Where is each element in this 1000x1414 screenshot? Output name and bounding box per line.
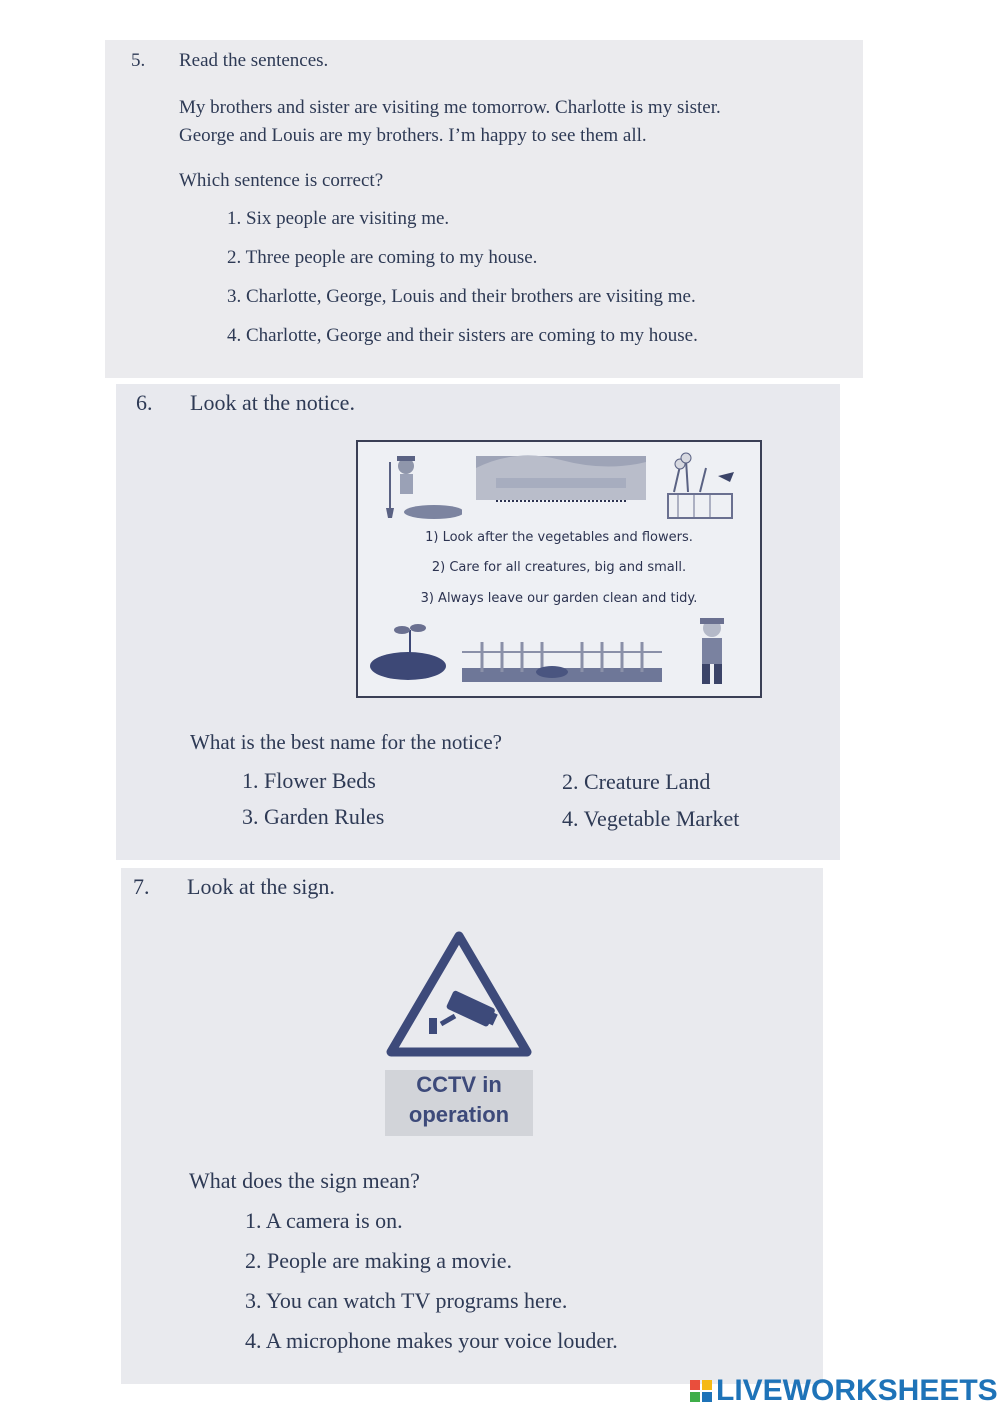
garden-fence-illustration <box>462 632 662 684</box>
passage-line: My brothers and sister are visiting me tomorrow. Charlotte is my sister. <box>179 97 721 118</box>
answer-option-2[interactable]: 2. Three people are coming to my house. <box>227 247 538 268</box>
sign-caption <box>385 1070 533 1136</box>
flowers-bird-illustration <box>654 446 744 522</box>
question-number: 5. <box>131 50 146 71</box>
camera-warning-icon <box>385 928 533 1058</box>
answer-option-3[interactable]: 3. You can watch TV programs here. <box>245 1288 568 1313</box>
question-text: Which sentence is correct? <box>179 170 384 191</box>
answer-option-4[interactable]: 4. Charlotte, George and their sisters are coming to my house. <box>227 325 698 346</box>
watermark-text: LIVEWORKSHEETS <box>716 1374 998 1407</box>
answer-option-1[interactable]: 1. Flower Beds <box>242 768 376 793</box>
question-text: What is the best name for the notice? <box>190 730 502 754</box>
cctv-sign <box>385 928 533 1138</box>
answer-option-1[interactable]: 1. A camera is on. <box>245 1208 403 1233</box>
question-instruction: Look at the notice. <box>190 390 355 415</box>
gardener-illustration <box>382 452 462 524</box>
question-6-panel <box>116 384 840 860</box>
notice-rule-2: 2) Care for all creatures, big and small. <box>431 560 687 575</box>
question-number: 7. <box>133 874 150 899</box>
question-instruction: Read the sentences. <box>179 50 329 71</box>
question-text: What does the sign mean? <box>189 1168 420 1193</box>
answer-option-1[interactable]: 1. Six people are visiting me. <box>227 208 450 229</box>
notice-rule-1: 1) Look after the vegetables and flowers. <box>425 530 693 545</box>
answer-option-2[interactable]: 2. People are making a movie. <box>245 1248 512 1273</box>
answer-option-3[interactable]: 3. Garden Rules <box>242 804 385 829</box>
notice-rule-3: 3) Always leave our garden clean and tidy. <box>420 591 698 606</box>
boy-gardener-illustration <box>690 614 740 690</box>
garden-notice <box>356 440 762 698</box>
answer-option-3[interactable]: 3. Charlotte, George, Louis and their brothers are visiting me. <box>227 286 696 307</box>
notice-title-blank <box>496 500 626 502</box>
sign-caption-line: CCTV in <box>416 1072 502 1097</box>
question-instruction: Look at the sign. <box>187 874 335 899</box>
question-7-panel <box>121 868 823 1384</box>
soil-worm-illustration <box>366 618 456 682</box>
liveworksheets-logo-icon <box>690 1380 712 1402</box>
answer-option-2[interactable]: 2. Creature Land <box>562 769 711 794</box>
garden-scene-illustration <box>476 448 646 500</box>
question-5-panel <box>105 40 863 378</box>
question-number: 6. <box>136 390 153 415</box>
reading-passage <box>179 94 849 150</box>
answer-option-4[interactable]: 4. A microphone makes your voice louder. <box>245 1328 618 1353</box>
liveworksheets-watermark <box>690 1374 998 1408</box>
answer-option-4[interactable]: 4. Vegetable Market <box>562 806 740 831</box>
sign-caption-line: operation <box>408 1102 510 1127</box>
passage-line: George and Louis are my brothers. I’m happy to see them all. <box>179 125 647 146</box>
